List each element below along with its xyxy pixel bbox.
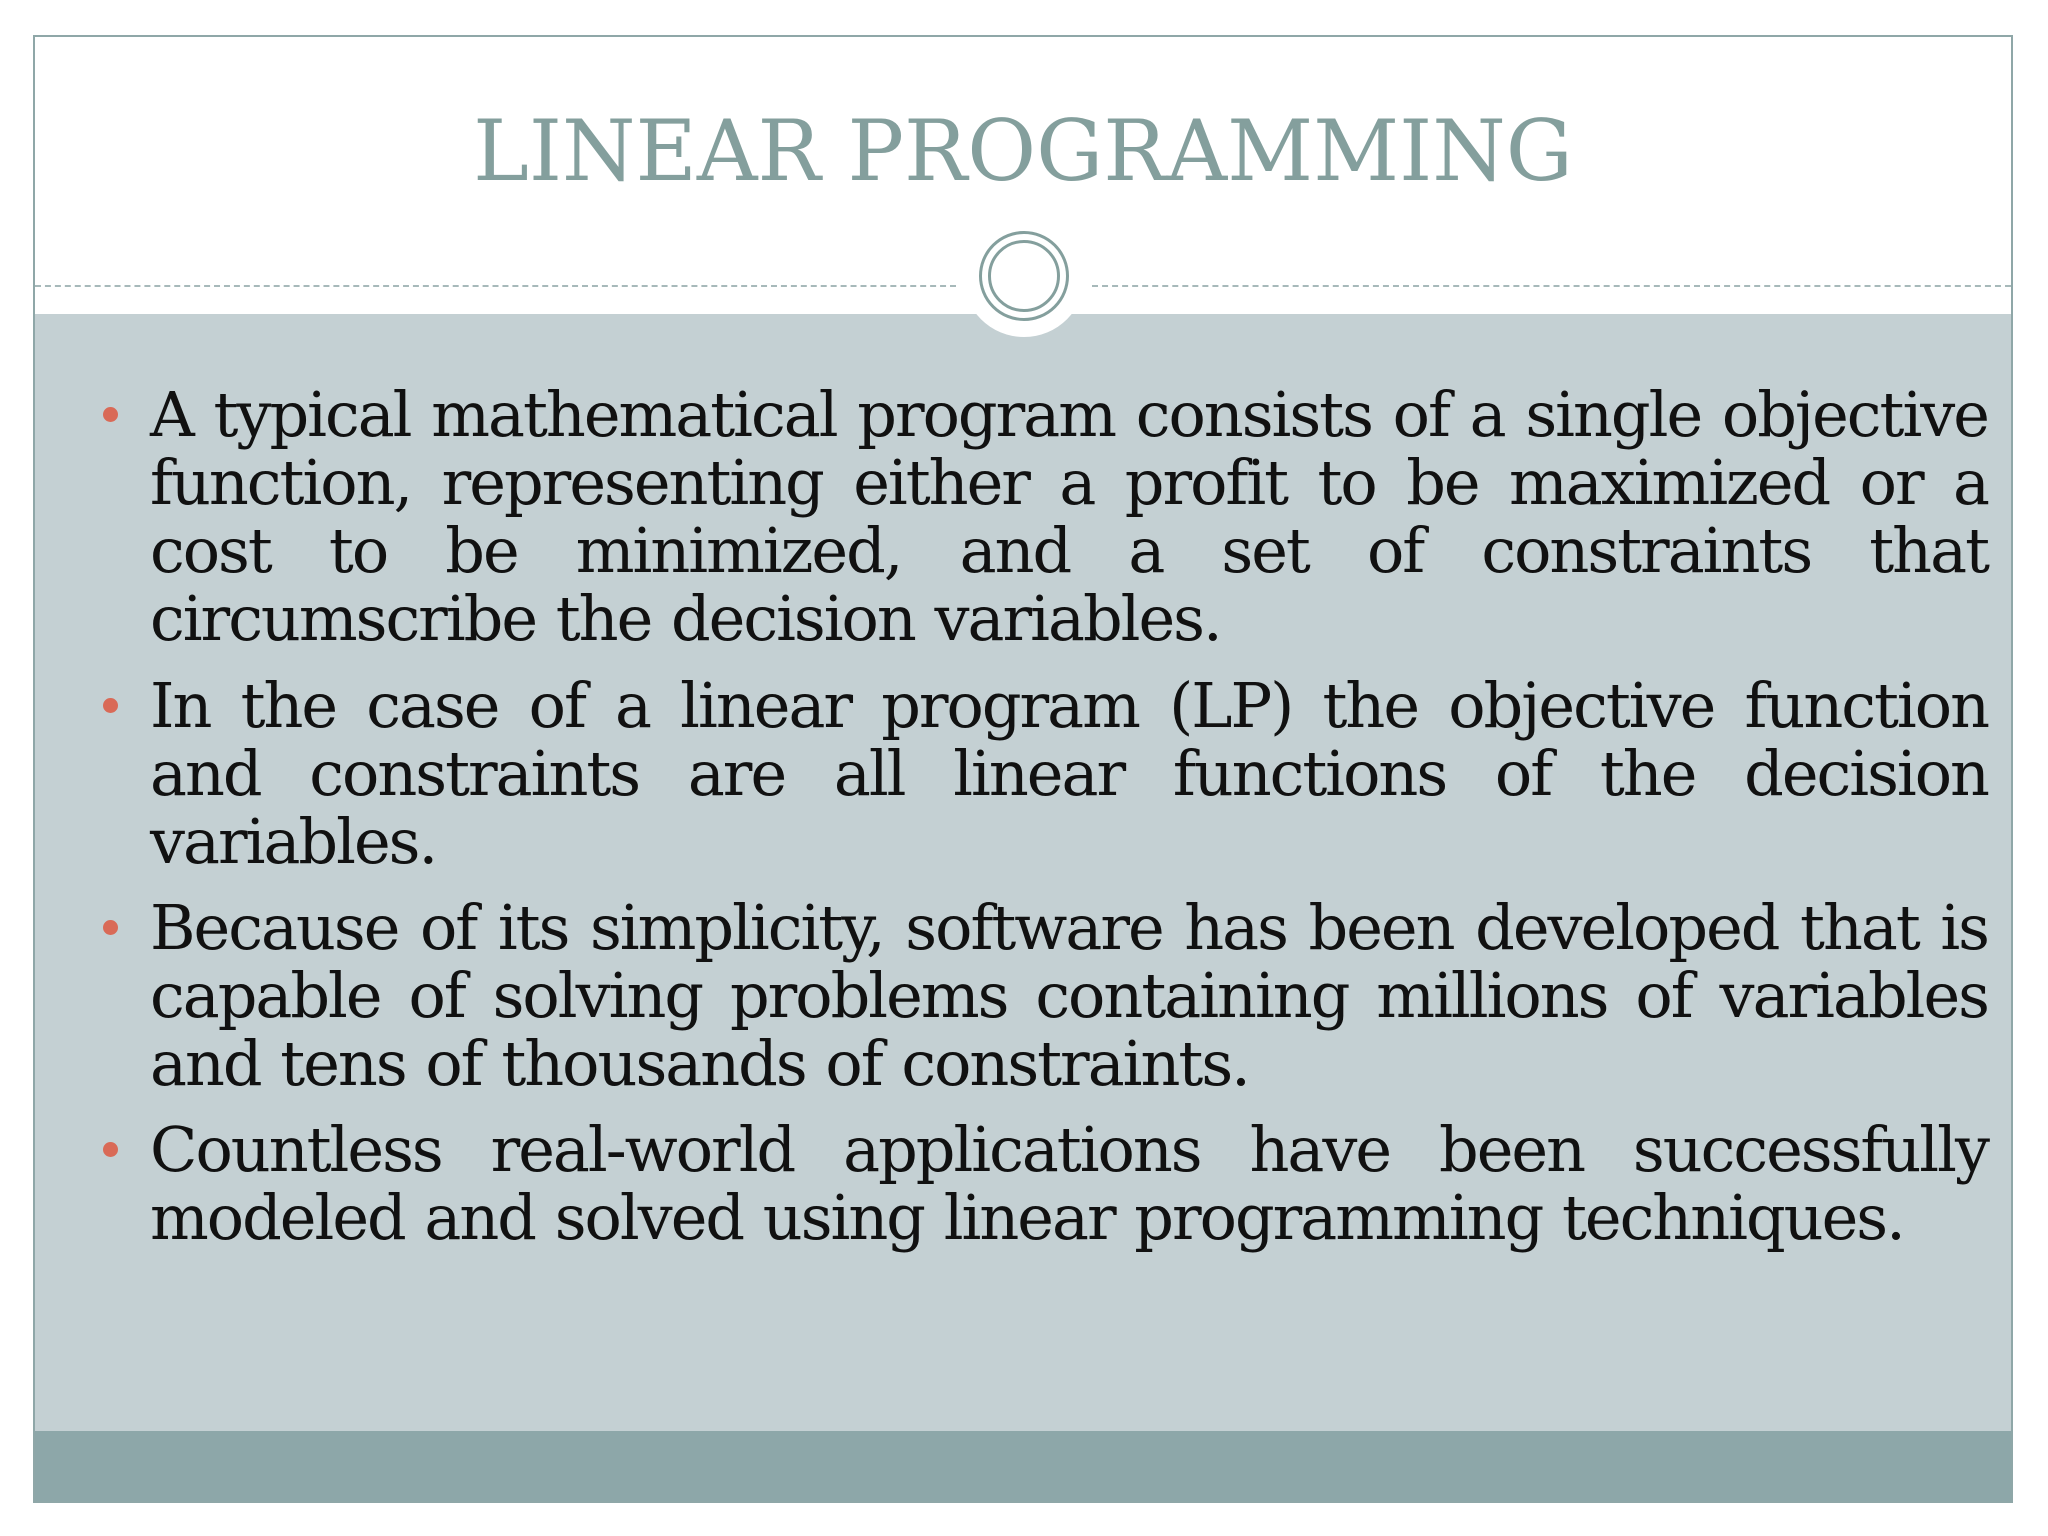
inner-ring-icon bbox=[988, 240, 1060, 312]
bullet-item bbox=[150, 378, 1988, 655]
slide bbox=[33, 35, 2013, 1503]
bullet-text: Because of its simplicity, software has been developed that is capable of solving problems containing millions of variables and tens of thousands of constraints. bbox=[150, 891, 1988, 1100]
bullet-text: A typical mathematical program consists of a single objective function, representing either a profit to be maximized or a cost to be minimized, and a set of constraints that circumscribe the decision variables. bbox=[150, 378, 1988, 655]
content-area bbox=[35, 314, 2011, 1431]
bullet-item bbox=[150, 891, 1988, 1100]
bullet-item bbox=[150, 1113, 1988, 1254]
bullet-item bbox=[150, 669, 1988, 878]
bullet-text: In the case of a linear program (LP) the objective function and constraints are all linear functions of the decision variables. bbox=[150, 669, 1988, 878]
bullet-text: Countless real-world applications have been successfully modeled and solved using linear programming techniques. bbox=[150, 1113, 1988, 1254]
title-divider-left bbox=[35, 285, 956, 287]
bullet-list bbox=[35, 314, 2011, 1431]
bullet-dot-icon bbox=[103, 920, 118, 935]
bullet-dot-icon bbox=[103, 407, 118, 422]
title-divider-right bbox=[1092, 285, 2011, 287]
bullet-dot-icon bbox=[103, 1142, 118, 1157]
footer-band bbox=[35, 1431, 2011, 1503]
bullet-dot-icon bbox=[103, 698, 118, 713]
slide-title: LINEAR PROGRAMMING bbox=[473, 102, 1573, 200]
